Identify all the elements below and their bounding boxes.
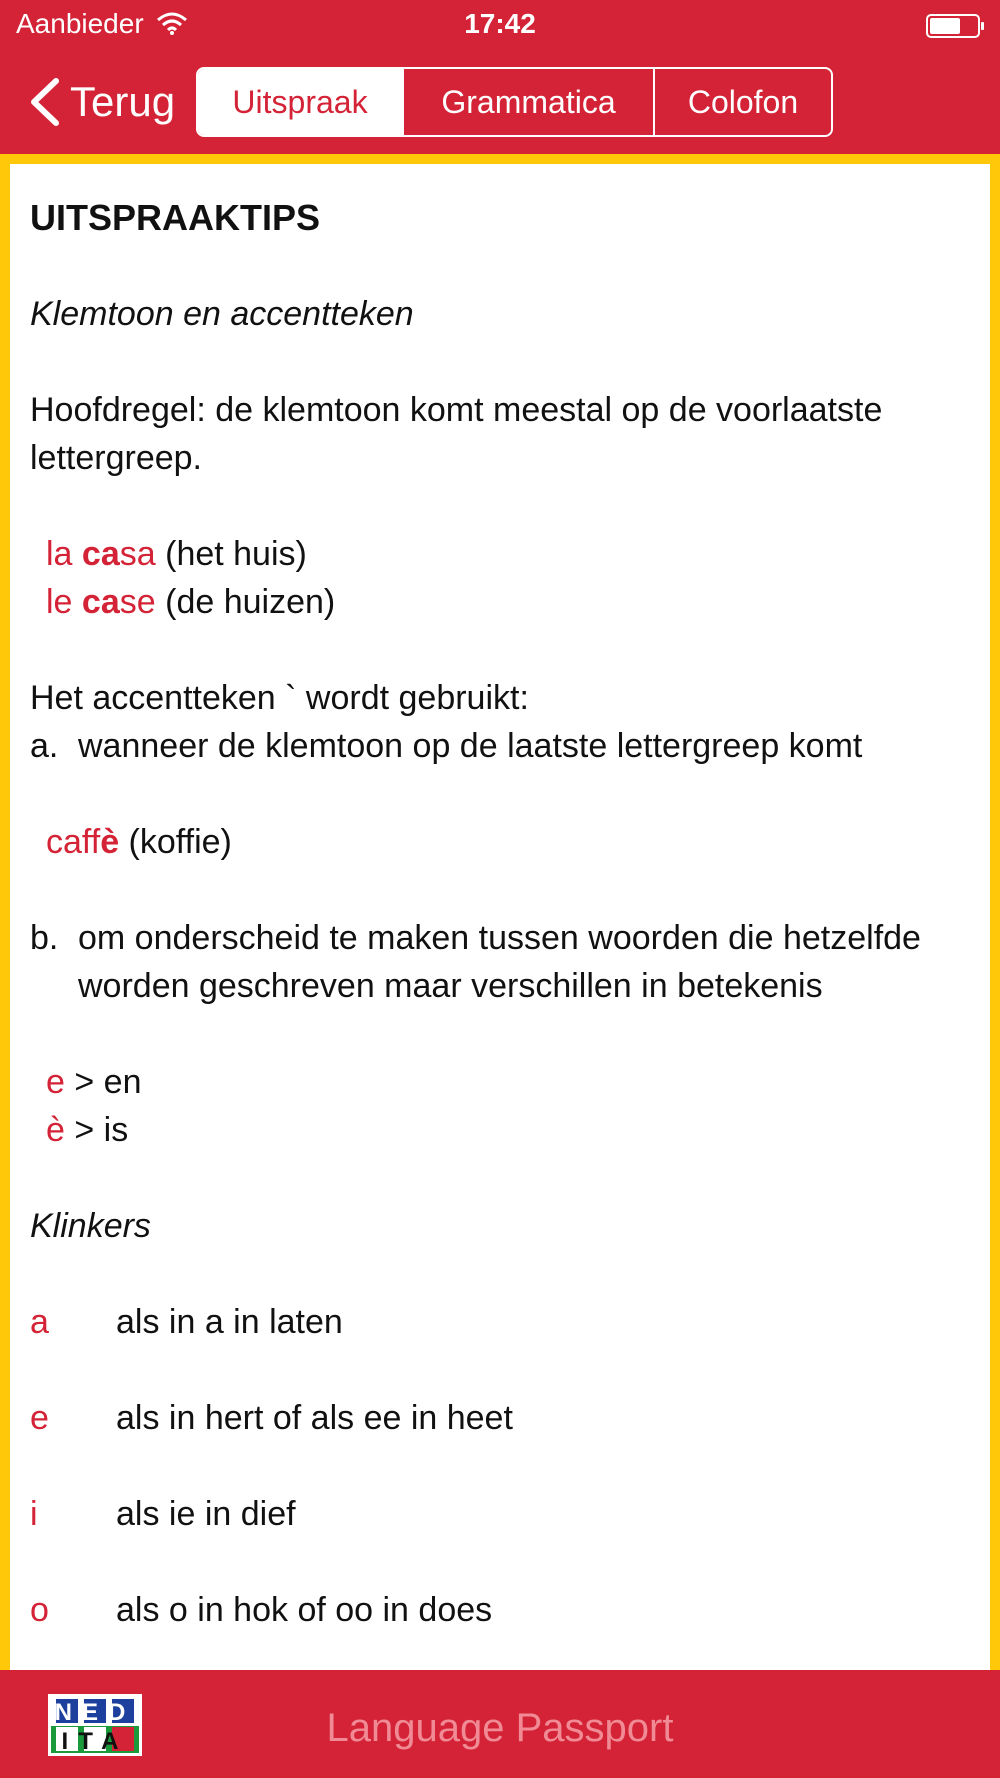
vowel-row — [30, 1394, 970, 1442]
example-list-2 — [30, 1058, 970, 1154]
example-translation: > en — [64, 1063, 142, 1101]
example-translation: > is — [64, 1111, 129, 1149]
example-word-pre: la — [46, 535, 82, 573]
list-item-a — [30, 722, 970, 770]
example-item — [30, 1106, 970, 1154]
vowel-description: als ie in dief — [116, 1495, 296, 1533]
example-word-pre: caff — [46, 823, 101, 861]
section-title-klinkers: Klinkers — [30, 1207, 151, 1245]
list-text: wanneer de klemtoon op de laatste lettergreep komt — [78, 727, 863, 765]
back-label: Terug — [70, 78, 176, 125]
tab-grammatica[interactable]: Grammatica — [404, 69, 655, 135]
chevron-left-icon — [28, 77, 60, 127]
example-word-stress: ca — [81, 583, 120, 621]
svg-text:ITA: ITA — [61, 1728, 129, 1755]
vowel-letter: e — [30, 1399, 49, 1437]
tab-uitspraak[interactable]: Uitspraak — [198, 69, 404, 135]
vowel-description: als in hert of als ee in heet — [116, 1399, 513, 1437]
example-item — [30, 530, 970, 578]
vowel-letter: a — [30, 1303, 49, 1341]
battery-icon — [926, 14, 986, 38]
list-label: b. — [30, 919, 59, 957]
example-word: e — [46, 1063, 65, 1101]
rule-text: Hoofdregel: de klemtoon komt meestal op de voorlaatste lettergreep. — [30, 391, 883, 477]
example-list — [30, 530, 970, 626]
example-word-post: se — [119, 583, 156, 621]
tab-colofon[interactable]: Colofon — [687, 83, 799, 120]
navigation-bar — [0, 50, 1000, 154]
example-word-post: sa — [119, 535, 156, 573]
status-bar — [0, 0, 1000, 50]
list-item-b — [30, 914, 970, 1010]
vowel-row — [30, 1298, 970, 1346]
section-title-klemtoon: Klemtoon en accentteken — [30, 295, 414, 333]
vowel-letter: o — [30, 1591, 49, 1629]
carrier-label: Aanbieder — [16, 8, 144, 39]
bottom-bar — [0, 1670, 1000, 1778]
footer-title: Language Passport — [326, 1706, 674, 1750]
vowel-description: als o in hok of oo in does — [116, 1591, 493, 1629]
vowel-row — [30, 1586, 970, 1634]
content-scroll-area[interactable] — [10, 164, 990, 1670]
back-button[interactable] — [28, 72, 175, 132]
example-word-stress: è — [100, 823, 120, 861]
list-text: om onderscheid te maken tussen woorden die hetzelfde worden geschreven maar verschillen in betekenis — [78, 919, 921, 1005]
svg-text:NED: NED — [54, 1699, 136, 1726]
vowel-description: als in a in laten — [116, 1303, 343, 1341]
example-caffe — [30, 818, 970, 866]
example-item — [30, 1058, 970, 1106]
segmented-control — [196, 67, 833, 137]
accent-intro: Het accentteken ` wordt gebruikt: — [30, 679, 529, 717]
content-frame — [0, 154, 1000, 1670]
status-time: 17:42 — [464, 8, 536, 39]
list-label: a. — [30, 727, 59, 765]
example-word-pre: le — [46, 583, 82, 621]
example-translation: (het huis) — [155, 535, 307, 573]
vowel-letter: i — [30, 1495, 38, 1533]
page-heading: UITSPRAAKTIPS — [30, 197, 321, 238]
example-translation: (koffie) — [119, 823, 232, 861]
example-word-stress: ca — [81, 535, 120, 573]
example-word: è — [46, 1111, 65, 1149]
vowel-row — [30, 1490, 970, 1538]
example-item — [30, 578, 970, 626]
example-translation: (de huizen) — [155, 583, 336, 621]
